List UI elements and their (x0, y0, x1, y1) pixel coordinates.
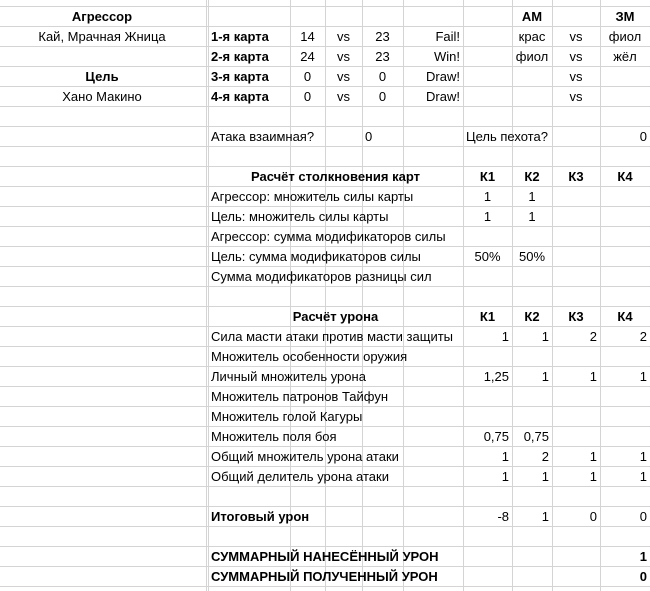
grid-column-line (512, 0, 513, 591)
cell-j13[interactable]: 50% (518, 249, 546, 264)
cell-j26[interactable]: 1 (541, 509, 549, 524)
grid-row-line (0, 146, 650, 147)
cell-j23[interactable]: 2 (541, 449, 549, 464)
cell-c3[interactable]: 2-я карта (211, 49, 269, 64)
cell-i19[interactable]: 1,25 (483, 369, 509, 384)
cell-d2[interactable]: 14 (300, 29, 315, 44)
cell-l16[interactable]: К4 (617, 309, 633, 324)
cell-d4[interactable]: 0 (303, 69, 312, 84)
cell-k24[interactable]: 1 (589, 469, 597, 484)
grid-row-line (0, 546, 650, 547)
cell-a5[interactable]: Хано Макино (62, 89, 142, 104)
cell-c7[interactable]: Атака взаимная? (211, 129, 315, 144)
cell-l19[interactable]: 1 (639, 369, 647, 384)
cell-c11[interactable]: Цель: множитель силы карты (211, 209, 389, 224)
cell-c29[interactable]: СУММАРНЫЙ ПОЛУЧЕННЫЙ УРОН (211, 569, 438, 584)
cell-a2[interactable]: Кай, Мрачная Жница (38, 29, 166, 44)
cell-k5[interactable]: vs (569, 89, 583, 104)
cell-k3[interactable]: vs (569, 49, 583, 64)
cell-a4[interactable]: Цель (85, 69, 119, 84)
grid-row-line (0, 586, 650, 587)
cell-c26[interactable]: Итоговый урон (211, 509, 310, 524)
cell-c16[interactable]: Расчёт урона (292, 309, 379, 324)
cell-c5[interactable]: 4-я карта (211, 89, 269, 104)
cell-k4[interactable]: vs (569, 69, 583, 84)
grid-row-line (0, 246, 650, 247)
cell-j16[interactable]: К2 (524, 309, 540, 324)
cell-k26[interactable]: 0 (589, 509, 597, 524)
cell-c17[interactable]: Сила масти атаки против масти защиты (211, 329, 454, 344)
cell-i26[interactable]: -8 (497, 509, 509, 524)
cell-c2[interactable]: 1-я карта (211, 29, 269, 44)
cell-m28[interactable]: 1 (639, 549, 647, 564)
cell-j19[interactable]: 1 (541, 369, 549, 384)
cell-k2[interactable]: vs (569, 29, 583, 44)
cell-c19[interactable]: Личный множитель урона (211, 369, 366, 384)
grid-column-line (463, 0, 464, 591)
cell-g2[interactable]: Fail! (435, 29, 460, 44)
cell-k16[interactable]: К3 (568, 309, 584, 324)
cell-j10[interactable]: 1 (528, 189, 536, 204)
grid-row-line (0, 226, 650, 227)
cell-g3[interactable]: Win! (434, 49, 460, 64)
cell-a1[interactable]: Агрессор (71, 9, 133, 24)
cell-c23[interactable]: Общий множитель урона атаки (211, 449, 399, 464)
cell-m29[interactable]: 0 (639, 569, 647, 584)
grid-row-line (0, 206, 650, 207)
cell-j3[interactable]: фиол (515, 49, 549, 64)
grid-row-line (0, 126, 650, 127)
cell-c24[interactable]: Общий делитель урона атаки (211, 469, 389, 484)
cell-c9[interactable]: Расчёт столкновения карт (251, 169, 420, 184)
grid-column-line (206, 0, 207, 591)
cell-j1[interactable]: АМ (521, 9, 543, 24)
cell-j22[interactable]: 0,75 (523, 429, 549, 444)
cell-k9[interactable]: К3 (568, 169, 584, 184)
cell-d5[interactable]: 0 (303, 89, 312, 104)
cell-i7[interactable]: Цель пехота? (466, 129, 548, 144)
grid-row-line (0, 566, 650, 567)
cell-l24[interactable]: 1 (639, 469, 647, 484)
cell-j11[interactable]: 1 (528, 209, 536, 224)
cell-i23[interactable]: 1 (501, 449, 509, 464)
cell-l3[interactable]: жёл (613, 49, 637, 64)
cell-l26[interactable]: 0 (639, 509, 647, 524)
cell-j24[interactable]: 1 (541, 469, 549, 484)
cell-i9[interactable]: К1 (479, 169, 496, 184)
cell-c21[interactable]: Множитель голой Кагуры (211, 409, 363, 424)
cell-c10[interactable]: Агрессор: множитель силы карты (211, 189, 414, 204)
cell-c4[interactable]: 3-я карта (211, 69, 269, 84)
cell-j17[interactable]: 1 (541, 329, 549, 344)
cell-j2[interactable]: крас (518, 29, 546, 44)
cell-i11[interactable]: 1 (483, 209, 492, 224)
cell-l2[interactable]: фиол (608, 29, 642, 44)
cell-i17[interactable]: 1 (501, 329, 509, 344)
grid-row-line (0, 266, 650, 267)
grid-row-line (0, 286, 650, 287)
cell-c12[interactable]: Агрессор: сумма модификаторов силы (211, 229, 446, 244)
cell-c14[interactable]: Сумма модификаторов разницы сил (211, 269, 432, 284)
cell-l17[interactable]: 2 (639, 329, 647, 344)
cell-c13[interactable]: Цель: сумма модификаторов силы (211, 249, 421, 264)
cell-i16[interactable]: К1 (479, 309, 496, 324)
cell-j9[interactable]: К2 (524, 169, 540, 184)
cell-k19[interactable]: 1 (589, 369, 597, 384)
cell-f7[interactable]: 0 (365, 129, 373, 144)
cell-l1[interactable]: ЗМ (615, 9, 635, 24)
cell-f2[interactable]: 23 (375, 29, 390, 44)
cell-f3[interactable]: 23 (375, 49, 390, 64)
cell-e3[interactable]: vs (337, 49, 350, 64)
cell-f4[interactable]: 0 (378, 69, 387, 84)
cell-e2[interactable]: vs (337, 29, 350, 44)
cell-k23[interactable]: 1 (589, 449, 597, 464)
cell-i13[interactable]: 50% (474, 249, 501, 264)
cell-g4[interactable]: Draw! (426, 69, 460, 84)
cell-i24[interactable]: 1 (501, 469, 509, 484)
cell-f5[interactable]: 0 (378, 89, 387, 104)
cell-e5[interactable]: vs (337, 89, 350, 104)
grid-row-line (0, 426, 650, 427)
cell-c28[interactable]: СУММАРНЫЙ НАНЕСЁННЫЙ УРОН (211, 549, 439, 564)
cell-k17[interactable]: 2 (589, 329, 597, 344)
cell-g5[interactable]: Draw! (426, 89, 460, 104)
cell-i10[interactable]: 1 (483, 189, 492, 204)
cell-e4[interactable]: vs (337, 69, 350, 84)
cell-d3[interactable]: 24 (300, 49, 315, 64)
cell-m7[interactable]: 0 (639, 129, 647, 144)
grid-column-line (600, 0, 601, 591)
grid-row-line (0, 406, 650, 407)
cell-l23[interactable]: 1 (639, 449, 647, 464)
cell-i22[interactable]: 0,75 (483, 429, 509, 444)
cell-c18[interactable]: Множитель особенности оружия (211, 349, 408, 364)
cell-c20[interactable]: Множитель патронов Тайфун (211, 389, 389, 404)
cell-c22[interactable]: Множитель поля боя (211, 429, 337, 444)
cell-l9[interactable]: К4 (617, 169, 633, 184)
